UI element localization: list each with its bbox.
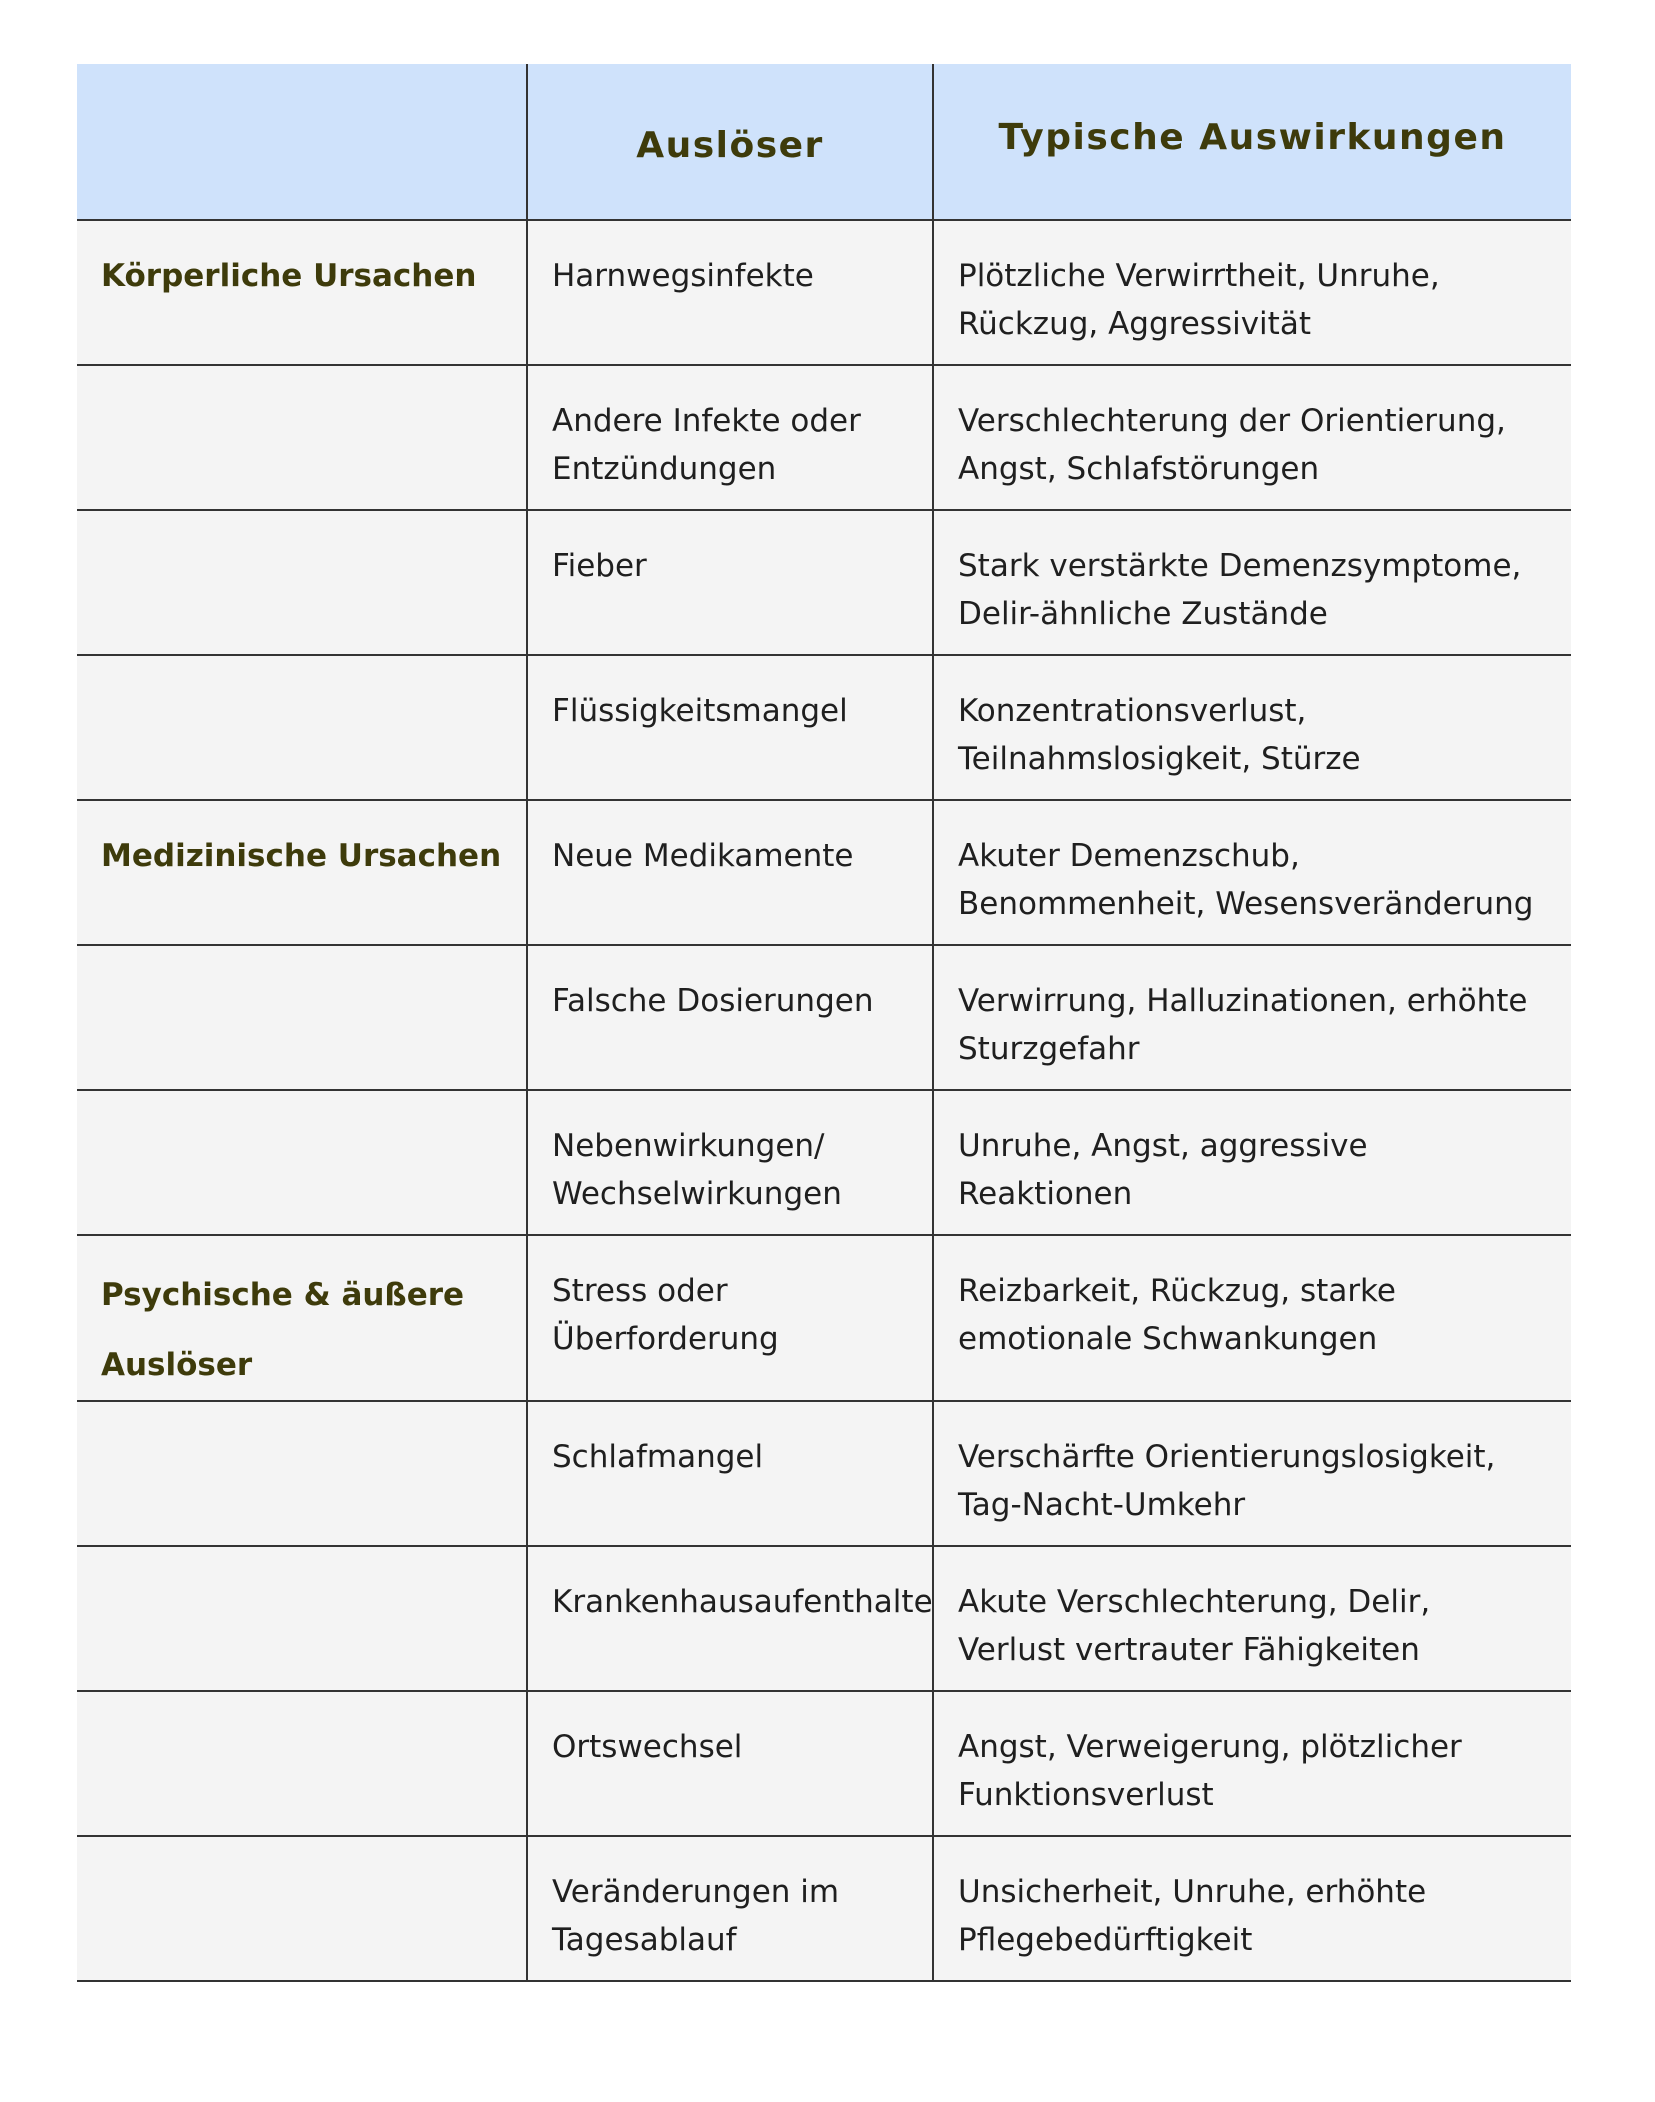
- trigger-cell: Neue Medikamente: [527, 800, 933, 945]
- effects-cell: Konzentrationsverlust, Teilnahmslosigkeit, Stürze: [933, 655, 1571, 800]
- effects-cell: Reizbarkeit, Rückzug, starke emotionale Schwankungen: [933, 1235, 1571, 1401]
- trigger-cell: Ortswechsel: [527, 1691, 933, 1836]
- effects-cell: Verschärfte Orientierungslosigkeit, Tag-Nacht-Umkehr: [933, 1401, 1571, 1546]
- trigger-cell: Andere Infekte oder Entzündungen: [527, 365, 933, 510]
- table-row: [77, 1401, 1571, 1546]
- effects-cell: Verschlechterung der Orientierung, Angst, Schlafstörungen: [933, 365, 1571, 510]
- dementia-triggers-table: [77, 64, 1571, 1982]
- table-row: [77, 1691, 1571, 1836]
- category-cell: [77, 1090, 527, 1235]
- trigger-cell: Stress oder Überforderung: [527, 1235, 933, 1401]
- category-cell: [77, 365, 527, 510]
- category-cell: [77, 1546, 527, 1691]
- category-cell: Psychische & äußere Auslöser: [77, 1235, 527, 1401]
- category-cell: [77, 1401, 527, 1546]
- effects-cell: Angst, Verweigerung, plötzlicher Funktionsverlust: [933, 1691, 1571, 1836]
- header-trigger: Auslöser: [527, 64, 933, 220]
- effects-cell: Unruhe, Angst, aggressive Reaktionen: [933, 1090, 1571, 1235]
- table-body: [77, 220, 1571, 1981]
- effects-cell: Akuter Demenzschub, Benommenheit, Wesensveränderung: [933, 800, 1571, 945]
- table-row: [77, 1836, 1571, 1981]
- category-cell: Medizinische Ursachen: [77, 800, 527, 945]
- trigger-cell: Schlafmangel: [527, 1401, 933, 1546]
- dementia-triggers-table-container: [77, 64, 1571, 1982]
- table-header: [77, 64, 1571, 220]
- category-cell: [77, 510, 527, 655]
- table-row: [77, 800, 1571, 945]
- trigger-cell: Krankenhausaufenthalte: [527, 1546, 933, 1691]
- header-effects: Typische Auswirkungen: [933, 64, 1571, 220]
- category-cell: [77, 1836, 527, 1981]
- trigger-cell: Flüssigkeitsmangel: [527, 655, 933, 800]
- header-row: [77, 64, 1571, 220]
- trigger-cell: Veränderungen im Tagesablauf: [527, 1836, 933, 1981]
- trigger-cell: Nebenwirkungen/ Wechselwirkungen: [527, 1090, 933, 1235]
- category-cell: Körperliche Ursachen: [77, 220, 527, 365]
- effects-cell: Plötzliche Verwirrtheit, Unruhe, Rückzug, Aggressivität: [933, 220, 1571, 365]
- trigger-cell: Harnwegsinfekte: [527, 220, 933, 365]
- effects-cell: Unsicherheit, Unruhe, erhöhte Pflegebedürftigkeit: [933, 1836, 1571, 1981]
- table-row: [77, 220, 1571, 365]
- table-row: [77, 365, 1571, 510]
- trigger-cell: Fieber: [527, 510, 933, 655]
- effects-cell: Stark verstärkte Demenzsymptome, Delir-ähnliche Zustände: [933, 510, 1571, 655]
- table-row: [77, 1235, 1571, 1401]
- category-cell: [77, 655, 527, 800]
- header-category: [77, 64, 527, 220]
- table-row: [77, 1546, 1571, 1691]
- table-row: [77, 1090, 1571, 1235]
- effects-cell: Akute Verschlechterung, Delir, Verlust vertrauter Fähigkeiten: [933, 1546, 1571, 1691]
- trigger-cell: Falsche Dosierungen: [527, 945, 933, 1090]
- effects-cell: Verwirrung, Halluzinationen, erhöhte Sturzgefahr: [933, 945, 1571, 1090]
- category-cell: [77, 1691, 527, 1836]
- table-row: [77, 945, 1571, 1090]
- table-row: [77, 510, 1571, 655]
- table-row: [77, 655, 1571, 800]
- category-cell: [77, 945, 527, 1090]
